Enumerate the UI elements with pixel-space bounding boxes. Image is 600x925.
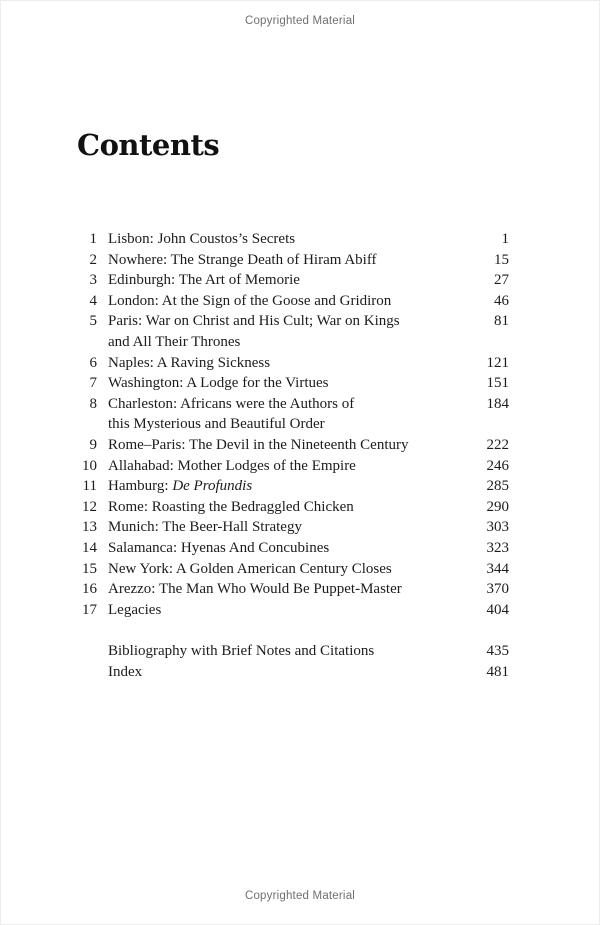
toc-entry [77, 517, 509, 538]
chapter-number: 14 [82, 539, 97, 556]
chapter-page: 1 [501, 231, 509, 247]
table-of-contents [77, 229, 509, 682]
chapter-number: 6 [89, 354, 97, 371]
chapter-title: Index [108, 663, 143, 680]
chapter-number: 5 [89, 313, 97, 330]
chapter-title: Salamanca: Hyenas And Concubines [108, 539, 330, 556]
toc-entry [77, 373, 509, 394]
chapter-title: London: At the Sign of the Goose and Gridiron [108, 292, 392, 309]
chapter-title: Allahabad: Mother Lodges of the Empire [108, 457, 356, 474]
chapter-number: 7 [89, 375, 97, 392]
chapter-number: 1 [89, 231, 97, 247]
chapter-title [108, 476, 469, 497]
toc-entry [77, 662, 509, 683]
chapter-number: 4 [89, 292, 97, 309]
chapter-title-italic: De Profundis [172, 478, 253, 495]
toc-entry [77, 311, 509, 352]
chapter-title: Naples: A Raving Sickness [108, 354, 271, 371]
chapter-title: Arezzo: The Man Who Would Be Puppet-Master [108, 581, 402, 598]
chapter-number: 17 [82, 601, 97, 618]
toc-entry [77, 229, 509, 250]
copyright-notice-top: Copyrighted Material [244, 15, 356, 27]
chapter-page: 285 [486, 478, 509, 495]
toc-entry [77, 250, 509, 271]
chapter-title: Edinburgh: The Art of Memorie [108, 272, 300, 289]
chapter-title: Lisbon: John Coustos’s Secrets [108, 231, 296, 247]
chapter-page: 323 [486, 539, 509, 556]
chapter-number: 12 [82, 498, 97, 515]
chapter-title [108, 394, 469, 435]
toc-entry [77, 559, 509, 580]
chapter-page: 46 [494, 292, 509, 309]
chapter-page: 246 [486, 457, 509, 474]
chapter-number: 15 [82, 560, 97, 577]
chapter-page: 81 [494, 313, 509, 330]
chapter-title-line1: Paris: War on Christ and His Cult; War on Kings [108, 313, 400, 330]
chapter-page: 121 [486, 354, 509, 371]
toc-entry [77, 497, 509, 518]
chapter-title: Washington: A Lodge for the Virtues [108, 375, 329, 392]
toc-entry [77, 641, 509, 662]
chapter-title-line2: this Mysterious and Beautiful Order [108, 416, 325, 433]
chapter-page: 184 [486, 395, 509, 412]
toc-entry [77, 579, 509, 600]
chapter-page: 344 [486, 560, 509, 577]
chapter-page: 404 [486, 601, 509, 618]
chapter-title: Legacies [108, 601, 162, 618]
chapter-title [108, 311, 469, 352]
toc-entry [77, 456, 509, 477]
chapter-page: 303 [486, 519, 509, 536]
chapter-page: 222 [486, 436, 509, 453]
toc-entry [77, 270, 509, 291]
toc-entry [77, 291, 509, 312]
chapter-number: 10 [82, 457, 97, 474]
chapter-number: 3 [89, 272, 97, 289]
toc-entry [77, 353, 509, 374]
toc-entry [77, 435, 509, 456]
chapter-page: 27 [494, 272, 509, 289]
chapter-page: 435 [486, 643, 509, 660]
chapter-number: 9 [89, 436, 97, 453]
chapter-page: 290 [486, 498, 509, 515]
chapter-title: Nowhere: The Strange Death of Hiram Abiff [108, 251, 377, 268]
chapter-title: Rome: Roasting the Bedraggled Chicken [108, 498, 354, 515]
toc-entry [77, 600, 509, 621]
page-title: Contents [77, 128, 220, 163]
chapter-number: 16 [82, 581, 97, 598]
chapter-title-line1: Charleston: Africans were the Authors of [108, 395, 355, 412]
chapter-number: 2 [89, 251, 97, 268]
toc-entry [77, 538, 509, 559]
chapter-number: 13 [82, 519, 97, 536]
chapter-number: 11 [82, 478, 97, 495]
chapter-page: 481 [486, 663, 509, 680]
back-matter [77, 641, 509, 682]
chapter-page: 15 [494, 251, 509, 268]
chapter-title-line2: and All Their Thrones [108, 333, 241, 350]
chapter-page: 151 [486, 375, 509, 392]
chapter-title: New York: A Golden American Century Closes [108, 560, 392, 577]
chapter-title: Bibliography with Brief Notes and Citations [108, 643, 375, 660]
chapter-number: 8 [89, 395, 97, 412]
chapter-page: 370 [486, 581, 509, 598]
toc-entry [77, 476, 509, 497]
chapter-title-prefix: Hamburg: [108, 478, 173, 495]
chapter-title: Munich: The Beer-Hall Strategy [108, 519, 302, 536]
chapter-title: Rome–Paris: The Devil in the Nineteenth Century [108, 436, 409, 453]
copyright-notice-bottom: Copyrighted Material [244, 890, 356, 902]
toc-entry [77, 394, 509, 435]
